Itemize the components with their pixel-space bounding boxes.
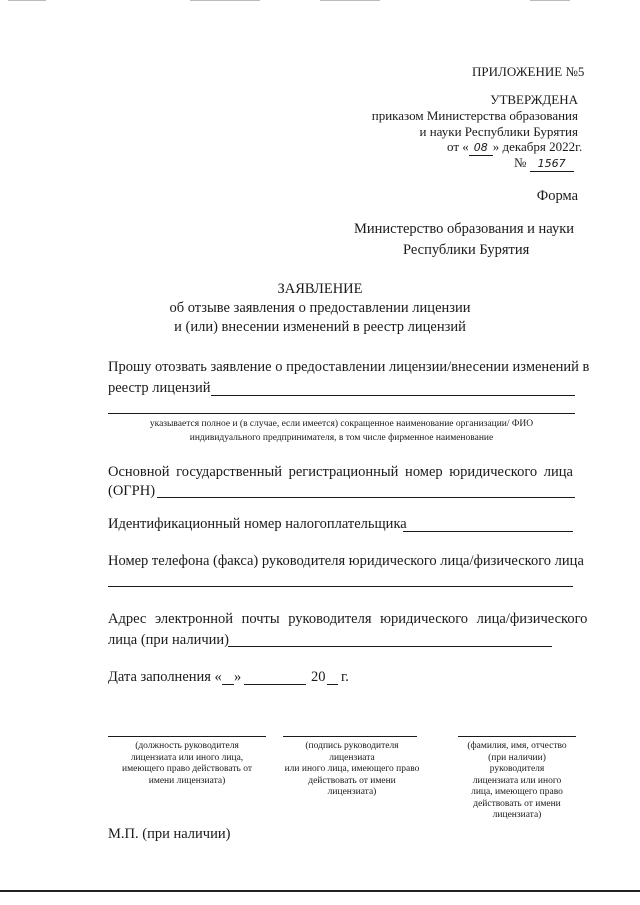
ogrn-line1: Основной государственный регистрационный номер юридического лица <box>108 464 573 480</box>
caption-line: лицензиата или иного лица, <box>130 752 244 763</box>
scan-mark <box>320 0 380 1</box>
form-label: Форма <box>536 188 578 204</box>
scan-mark <box>530 0 570 1</box>
approved-title: УТВЕРЖДЕНА <box>490 92 578 107</box>
date-month-field[interactable] <box>244 684 306 685</box>
date-year-field[interactable] <box>327 684 338 685</box>
order-day: 08 <box>473 141 488 154</box>
name-caption <box>458 741 576 822</box>
phone-field[interactable] <box>108 586 573 587</box>
date-year-suffix: г. <box>341 669 349 685</box>
scan-mark <box>190 0 260 1</box>
signature-field[interactable] <box>283 736 417 737</box>
recipient-line1: Министерство образования и науки <box>354 221 575 237</box>
phone-label: Номер телефона (факса) руководителя юридического лица/физического лица <box>108 553 584 569</box>
inn-label: Идентификационный номер налогоплательщика <box>108 516 407 532</box>
request-line2: реестр лицензий <box>108 380 211 396</box>
subtitle-line1: об отзыве заявления о предоставлении лицензии <box>169 300 471 316</box>
scan-mark <box>8 0 46 1</box>
caption-line: (должность руководителя <box>135 741 239 751</box>
position-field[interactable] <box>108 736 266 737</box>
number-prefix: № <box>514 155 527 170</box>
caption-line: лицензиата) <box>492 810 542 820</box>
approved-line1: приказом Министерства образования <box>371 108 578 123</box>
email-line1: Адрес электронной почты руководителя юридического лица/физического <box>108 611 588 627</box>
signature-caption <box>283 741 421 799</box>
ogrn-field[interactable] <box>157 497 575 498</box>
caption-line: имени лицензиата) <box>148 775 226 786</box>
caption-line: (подпись руководителя лицензиата <box>305 741 399 763</box>
approved-date <box>447 139 582 156</box>
date-filled-prefix: Дата заполнения « <box>108 669 222 685</box>
scan-edge <box>0 890 640 892</box>
caption-line: (фамилия, имя, отчество <box>467 741 567 751</box>
request-hint2: индивидуального предпринимателя, в том числе фирменное наименование <box>189 433 494 443</box>
date-day-field[interactable] <box>222 684 234 685</box>
date-year-prefix: 20 <box>311 669 326 685</box>
date-suffix: » декабря 2022г. <box>492 139 583 154</box>
caption-line: (при наличии) <box>488 752 546 763</box>
inn-field[interactable] <box>403 531 573 532</box>
approved-line2: и науки Республики Бурятия <box>419 124 578 139</box>
ogrn-line2: (ОГРН) <box>108 483 156 499</box>
order-number: 1567 <box>537 157 566 170</box>
caption-line: имеющего право действовать от <box>122 764 252 774</box>
caption-line: или иного лица, имеющего право <box>284 764 420 774</box>
caption-line: руководителя <box>489 764 545 774</box>
date-quote-close: » <box>234 669 242 685</box>
caption-line: лица, имеющего право <box>471 787 563 797</box>
caption-line: действовать от имени <box>473 798 561 809</box>
request-hint1: указывается полное и (в случае, если имеется) сокращенное наименование организации/ ФИО <box>149 419 534 429</box>
email-field[interactable] <box>228 646 552 647</box>
approved-number <box>514 155 574 172</box>
request-line1: Прошу отозвать заявление о предоставлении лицензии/внесении изменений в <box>108 359 590 375</box>
document-title: ЗАЯВЛЕНИЕ <box>277 281 363 297</box>
email-line2: лица (при наличии) <box>108 632 229 648</box>
subtitle-line2: и (или) внесении изменений в реестр лицензий <box>174 319 466 335</box>
date-prefix: от « <box>447 139 469 154</box>
request-field-extra[interactable] <box>108 413 575 414</box>
caption-line: лицензиата или иного <box>472 775 562 786</box>
appendix-label: ПРИЛОЖЕНИЕ №5 <box>472 64 585 79</box>
stamp-label: М.П. (при наличии) <box>108 826 231 842</box>
request-field[interactable] <box>211 395 575 396</box>
caption-line: действовать от имени лицензиата) <box>308 775 396 797</box>
position-caption <box>108 741 266 787</box>
recipient-line2: Республики Бурятия <box>403 242 530 258</box>
name-field[interactable] <box>458 736 576 737</box>
